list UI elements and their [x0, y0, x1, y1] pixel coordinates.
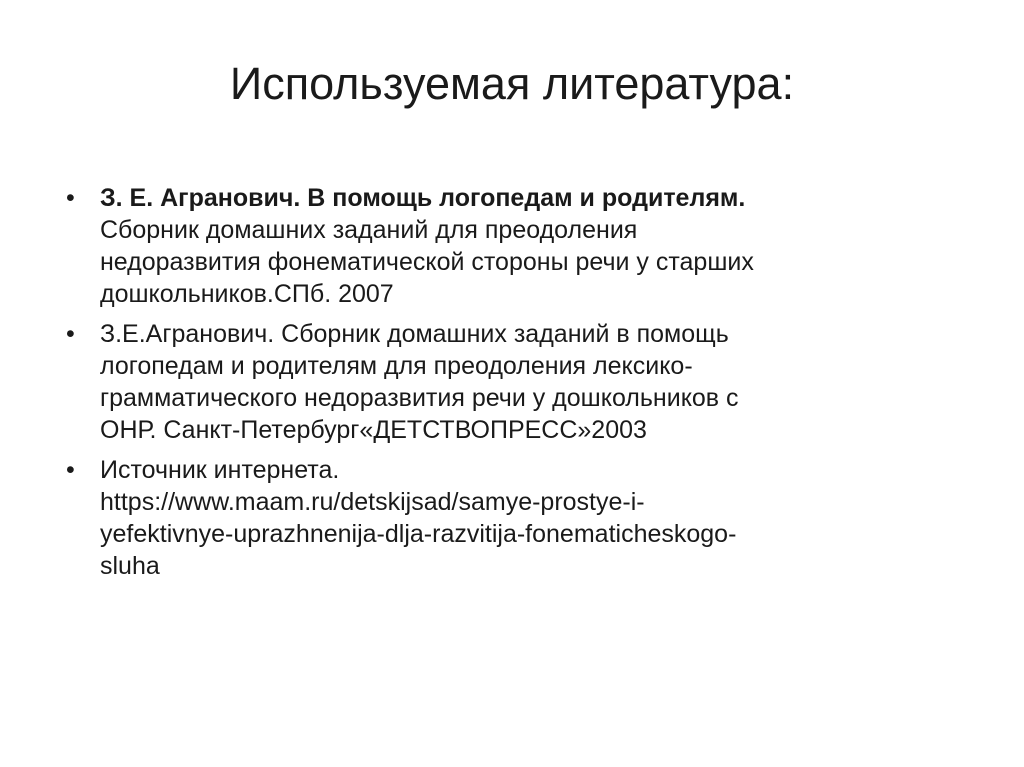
reference-line: грамматического недоразвития речи у дошкольников с — [100, 384, 739, 412]
reference-line: ОНР. Санкт-Петербург«ДЕТСТВОПРЕСС»2003 — [100, 416, 647, 444]
reference-url-line: sluha — [100, 552, 160, 580]
bullet-icon: • — [66, 456, 75, 484]
reference-line: недоразвития фонематической стороны речи у старших — [100, 248, 754, 276]
reference-line: дошкольников.СПб. 2007 — [100, 280, 394, 308]
list-item — [66, 318, 966, 446]
bullet-icon: • — [66, 320, 75, 348]
reference-bold-title: З. Е. Агранович. В помощь логопедам и родителям. — [100, 184, 746, 212]
reference-line: Сборник домашних заданий для преодоления — [100, 216, 638, 244]
bibliography-list — [66, 182, 966, 590]
list-item — [66, 182, 966, 310]
bullet-icon: • — [66, 184, 75, 212]
reference-url-line: yefektivnye-uprazhnenija-dlja-razvitija-fonematicheskogo- — [100, 520, 737, 548]
reference-line: Источник интернета. — [100, 456, 340, 484]
reference-line: логопедам и родителям для преодоления лексико- — [100, 352, 693, 380]
reference-url-line: https://www.maam.ru/detskijsad/samye-prostye-i- — [100, 488, 645, 516]
reference-line: З.Е.Агранович. Сборник домашних заданий в помощь — [100, 320, 729, 348]
slide-title: Используемая литература: — [229, 58, 795, 109]
list-item — [66, 454, 966, 582]
